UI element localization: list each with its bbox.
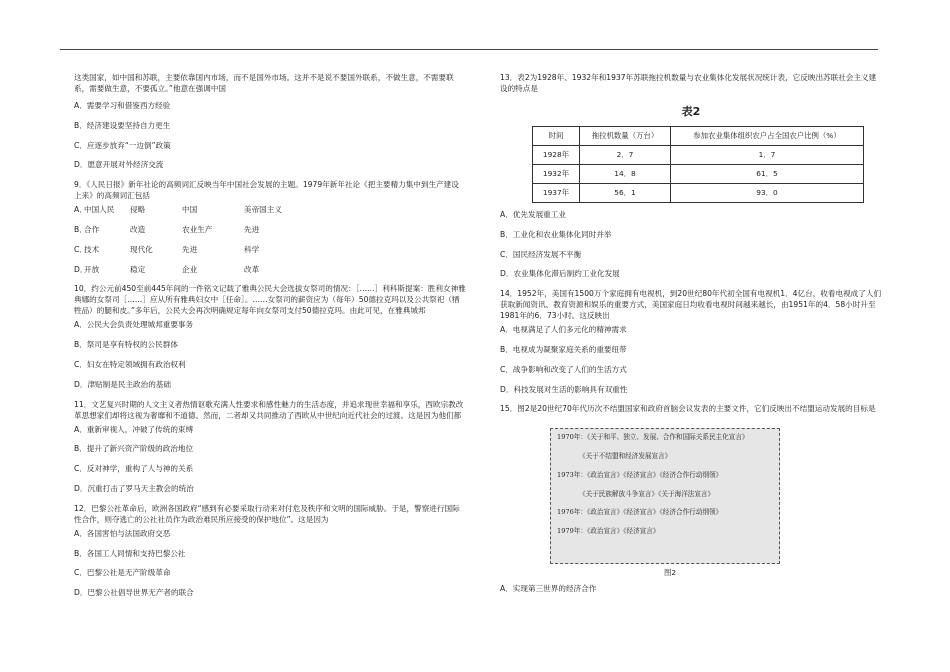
tractor-table [532,126,864,203]
option-word: 先进 [244,224,260,234]
q15-option-a: A．实现第三世界的经济合作 [500,584,597,594]
option-word: 美帝国主义 [244,205,282,215]
q10-option-c: C．妇女在特定领域拥有政治权利 [74,359,186,369]
option-word: 稳定 [130,264,146,274]
q12-option-b: B．各国工人同情和支持巴黎公社 [74,548,186,558]
table-row [533,183,864,202]
q14-option-a: A．电视满足了人们多元化的精神需求 [500,325,627,335]
q13-option-d: D．农业集体化滞后制约工业化发展 [500,269,620,279]
table-header: 参加农业集体组织农户占全国农户比例（%） [671,126,864,145]
option-word: 改造 [130,224,146,234]
option-word: 中国 [182,205,198,215]
q10-option-d: D．津贴制是民主政治的基础 [74,379,171,389]
q9-option-d [74,264,466,275]
q12-option-c: C．巴黎公社是无产阶级革命 [74,568,171,578]
q8-stem-tail: 这类国家，如中国和苏联，主要依靠国内市场，而不是国外市场。这并不是说不要国外联系，不做生意，不需要联系，需要做生意，不要孤立。”他意在强调中国 [74,73,454,93]
option-word: 先进 [182,244,198,254]
table-cell: 1932年 [533,164,580,183]
q13-options [500,209,882,279]
q9-option-a [74,204,466,215]
option-key: A． [74,205,87,215]
table-cell: 1．7 [671,145,864,164]
q11-stem: 11．文艺复兴时期的人文主义者热情讴歌充满人性要求和感性魅力的生活态度，并追求现世幸福和享乐，西欧宗教改革思想家们却将这视为奢靡和不道德。然而，二者却又共同推动了西欧从中世纪向近代社会的过渡。这是因为他们都 [74,399,464,420]
option-word: 合作 [84,224,100,234]
q8-option-a: A．需要学习和借鉴西方经验 [74,101,171,110]
option-key: B． [74,224,87,234]
right-column [500,72,882,603]
table-cell: 93．0 [671,183,864,202]
option-word: 技术 [84,244,100,254]
q11-option-c: C．反对神学，重构了人与神的关系 [74,464,194,474]
q11-option-a: A．重新审视人，冲破了传统的束缚 [74,424,194,434]
q12-stem: 12．巴黎公社革命后，欧洲各国政府“感到有必要采取行动来对付危及秩序和文明的国际威胁。于是，警察进行国际性合作，则夺逃亡的公社社员作为政治难民所应接受的保护地位”。这是因为 [74,503,460,524]
q13-option-c: C．国民经济发展不平衡 [500,249,582,259]
figure-2-box [550,428,780,564]
q9-options [74,204,466,274]
q12-options [74,528,466,598]
table-cell: 1937年 [533,183,580,202]
table-cell: 1928年 [533,145,580,164]
figure-line: 1973年：《政治宣言》《经济宣言》《经济合作行动纲领》 [557,470,723,479]
q8-option-c: C．应逐步放弃“一边倒”政策 [74,140,171,150]
q9-option-b [74,224,466,235]
q11-option-d: D．沉重打击了罗马天主教会的统治 [74,483,194,493]
q13-option-a: A．优先发展重工业 [500,209,566,219]
table-row [533,164,864,183]
option-key: D． [74,264,88,274]
q14-option-b: B．电视成为凝聚家庭关系的重要纽带 [500,344,627,354]
figure-caption: 图2 [663,568,677,578]
figure-line: 《关于民族解放斗争宣言》《关于海洋法宣言》 [579,489,715,498]
option-word: 企业 [182,264,198,274]
q14-stem: 14．1952年，美国有1500万个家庭拥有电视机，到20世纪80年代初全国有电视机1．4亿台，收看电视成了人们获取新闻资讯、教育资源和娱乐的重要方式，美国家庭日均收看电视时间越来越长，由1951年的4．58小时升至1981年的6．73小时。这反映出 [500,289,882,321]
left-column [74,72,466,607]
q10-options [74,319,466,389]
header-rule [60,49,878,50]
table-cell: 2．7 [580,145,671,164]
option-word: 中国人民 [84,205,115,215]
figure-line: 1976年：《政治宣言》《经济宣言》《经济合作行动纲领》 [557,508,723,517]
q11-option-b: B．提升了新兴资产阶级的政治地位 [74,444,194,454]
table-header: 拖拉机数量（万台） [580,126,671,145]
q9-option-c [74,244,466,255]
q10-option-b: B．祭司是享有特权的公民群体 [74,340,178,350]
q10-option-a: A．公民大会负责处理城邦重要事务 [74,320,194,330]
option-key: C． [74,244,87,254]
option-word: 开放 [84,264,100,274]
q13-option-b: B．工业化和农业集体化同时并举 [500,229,612,239]
table-cell: 14．8 [580,164,671,183]
option-word: 现代化 [130,244,153,254]
table-title: 表2 [681,105,701,118]
table-header: 时间 [533,126,580,145]
option-word: 改革 [244,264,260,274]
q12-option-a: A．各国害怕与法国政府交恶 [74,528,171,538]
q8-option-b: B．经济建设要坚持自力更生 [74,120,171,130]
figure-line: 1979年：《政治宣言》《经济宣言》 [557,526,660,535]
table-row [533,145,864,164]
option-word: 侵略 [130,205,146,215]
q14-option-c: C．战争影响和改变了人们的生活方式 [500,364,627,374]
q14-options [500,324,882,394]
option-word: 农业生产 [182,224,213,234]
q9-stem: 9．《人民日报》新年社论的高频词汇反映当年中国社会发展的主题。1979年新年社论《把主要精力集中到生产建设上来》的高频词汇包括 [74,180,459,201]
q8-options [74,100,466,170]
q14-option-d: D．科技发展对生活的影响具有双重性 [500,384,628,394]
figure-line: 《关于不结盟和经济发展宣言》 [579,452,672,461]
option-word: 科学 [244,244,260,254]
q11-options [74,424,466,494]
table-cell: 56．1 [580,183,671,202]
figure-line: 1970年：《关于和平、独立、发展、合作和国际关系民主化宣言》 [557,433,749,442]
q8-option-d: D．愿意开展对外经济交流 [74,160,164,170]
table-cell: 61．5 [671,164,864,183]
q15-stem: 15．图2是20世纪70年代历次不结盟国家和政府首脑会议发表的主要文件，它们反映出不结盟运动发展的目标是 [500,404,876,414]
q13-stem: 13．表2为1928年、1932年和1937年苏联拖拉机数量与农业集体化发展状况统计表，它反映出苏联社会主义建设的特点是 [500,73,877,93]
table-header-row [533,126,864,145]
q12-option-d: D．巴黎公社倡导世界无产者的联合 [74,588,194,598]
q10-stem: 10．约公元前450至前445年间的一件铭文记载了雅典公民大会选拔女祭司的情况：［……］利科斯提案：胜利女神雅典娜的女祭司［……］应从所有雅典妇女中［任命］。……女祭司的薪资应为（每年）50德拉克玛以及公共祭祀（牺牲品）的腿和皮。”多年后，公民大会再次明确规定每年向女祭司支付50德拉克玛。由此可见，在雅典城邦 [74,284,466,316]
